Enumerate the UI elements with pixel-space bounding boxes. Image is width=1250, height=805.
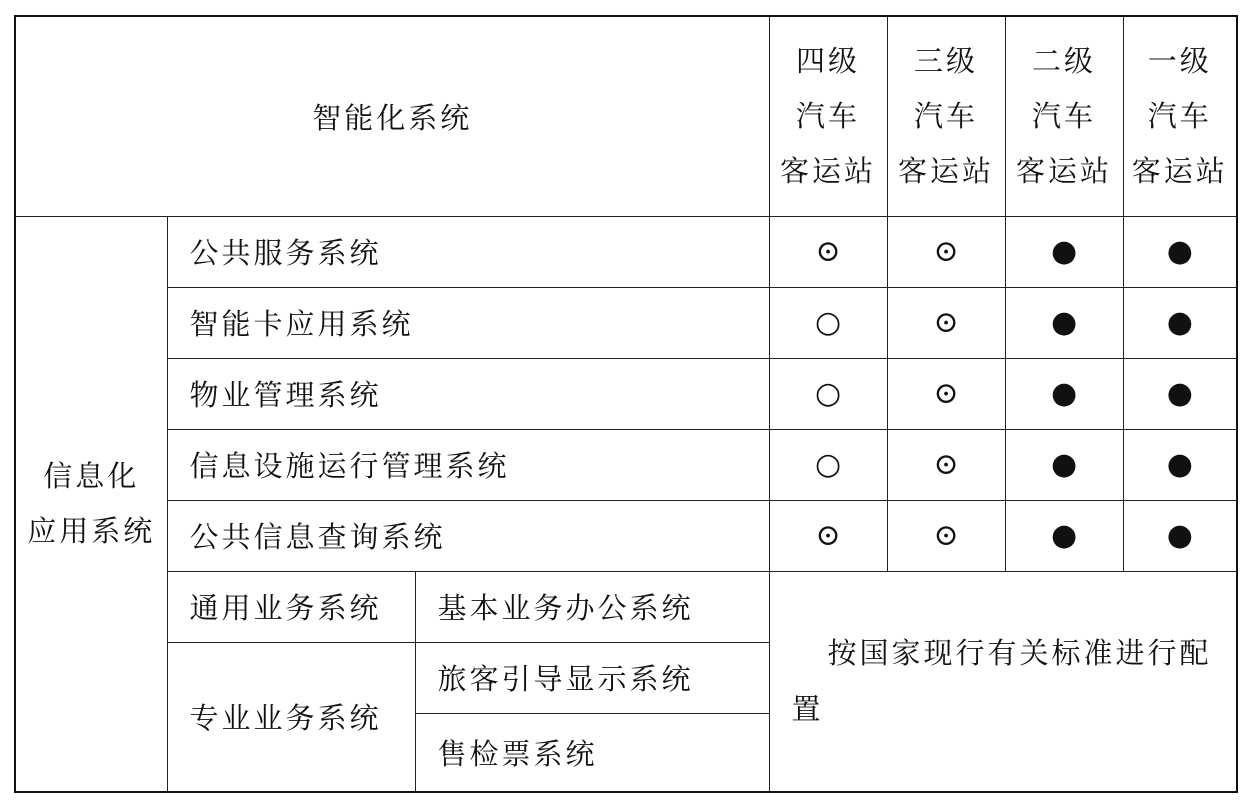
mark-cell: ⊙ bbox=[769, 500, 887, 571]
mark-cell: ○ bbox=[769, 287, 887, 358]
table-row bbox=[15, 287, 1237, 358]
header-level-1: 一级 汽车 客运站 bbox=[1123, 16, 1237, 216]
mark-cell: ● bbox=[1005, 216, 1123, 287]
row-name: 信息设施运行管理系统 bbox=[167, 429, 769, 500]
table-row bbox=[15, 216, 1237, 287]
row-name: 智能卡应用系统 bbox=[167, 287, 769, 358]
mark-cell: ● bbox=[1005, 358, 1123, 429]
general-business-category: 通用业务系统 bbox=[167, 571, 415, 642]
mark-cell: ● bbox=[1123, 287, 1237, 358]
mark-cell: ● bbox=[1123, 216, 1237, 287]
mark-cell: ○ bbox=[769, 358, 887, 429]
row-name: 公共服务系统 bbox=[167, 216, 769, 287]
mark-cell: ● bbox=[1123, 429, 1237, 500]
mark-cell: ⊙ bbox=[887, 216, 1005, 287]
group-label: 信息化 应用系统 bbox=[15, 216, 167, 792]
header-level-4: 四级 汽车 客运站 bbox=[769, 16, 887, 216]
table-row bbox=[15, 358, 1237, 429]
mark-cell: ⊙ bbox=[769, 216, 887, 287]
mark-cell: ⊙ bbox=[887, 287, 1005, 358]
special-business-item: 旅客引导显示系统 bbox=[415, 642, 769, 713]
mark-cell: ● bbox=[1123, 500, 1237, 571]
row-name: 物业管理系统 bbox=[167, 358, 769, 429]
mark-cell: ⊙ bbox=[887, 358, 1005, 429]
mark-cell: ● bbox=[1005, 287, 1123, 358]
header-level-2: 二级 汽车 客运站 bbox=[1005, 16, 1123, 216]
mark-cell: ⊙ bbox=[887, 500, 1005, 571]
row-name: 公共信息查询系统 bbox=[167, 500, 769, 571]
config-note: 按国家现行有关标准进行配置 bbox=[769, 571, 1237, 792]
mark-cell: ● bbox=[1005, 429, 1123, 500]
header-level-3: 三级 汽车 客运站 bbox=[887, 16, 1005, 216]
table-row bbox=[15, 571, 1237, 642]
special-business-category: 专业业务系统 bbox=[167, 642, 415, 792]
mark-cell: ● bbox=[1005, 500, 1123, 571]
mark-cell: ⊙ bbox=[887, 429, 1005, 500]
intelligent-system-config-table bbox=[14, 15, 1238, 793]
mark-cell: ○ bbox=[769, 429, 887, 500]
header-main: 智能化系统 bbox=[15, 16, 769, 216]
table-row bbox=[15, 500, 1237, 571]
special-business-item: 售检票系统 bbox=[415, 713, 769, 792]
mark-cell: ● bbox=[1123, 358, 1237, 429]
general-business-item: 基本业务办公系统 bbox=[415, 571, 769, 642]
table-row bbox=[15, 429, 1237, 500]
